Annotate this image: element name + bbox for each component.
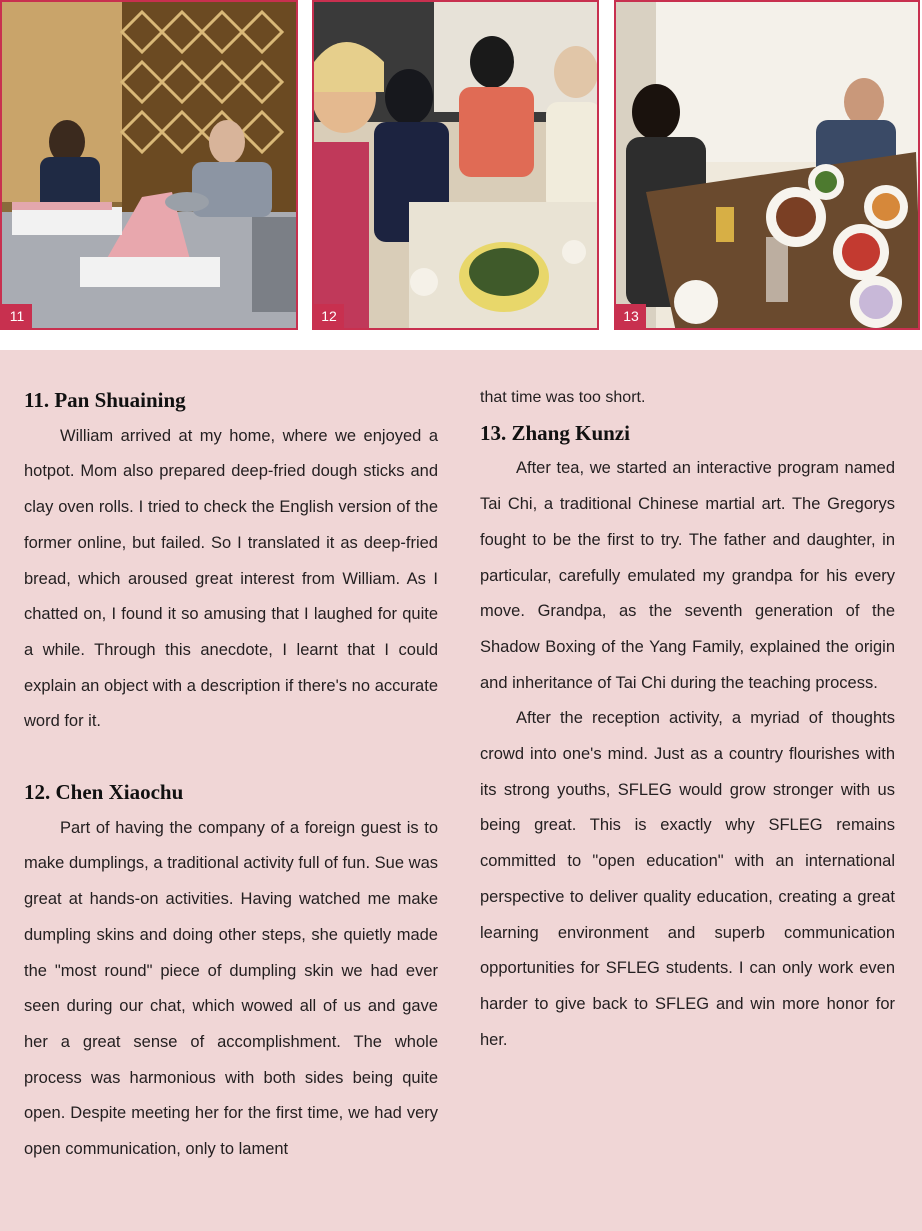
- section-12-title: 12. Chen Xiaochu: [24, 780, 184, 805]
- photo-dining-table: [614, 0, 920, 330]
- left-column: [24, 383, 438, 1168]
- section-13-paragraph-2: After the reception activity, a myriad of thoughts crowd into one's mind. Just as a country flourishes with its strong youths, SFLEG would grow stronger with us being great. This is exactly why SFLEG remains committed to "open education" with an international perspective to deliver quality education, creating a great learning environment and superb communication opportunities for SFLEG students. I can only work even harder to give back to SFLEG and win more honor for her.: [480, 709, 895, 1049]
- photo-strip: [0, 0, 922, 342]
- hotpot-scene-illustration: [2, 2, 298, 330]
- section-13-paragraph-1: After tea, we started an interactive program named Tai Chi, a traditional Chinese martial art. The Gregorys fought to be the first to try. The father and daughter, in particular, carefully emulated my grandpa for his every move. Grandpa, as the seventh generation of the Shadow Boxing of the Yang Family, explained the origin and inheritance of Tai Chi during the teaching process.: [480, 459, 895, 692]
- photo-number-badge: 11: [2, 304, 32, 328]
- dining-scene-illustration: [616, 2, 920, 330]
- photo-number-badge: 13: [616, 304, 646, 328]
- section-13-title: 13. Zhang Kunzi: [480, 420, 630, 445]
- section-11-title: 11. Pan Shuaining: [24, 388, 186, 412]
- dumpling-scene-illustration: [314, 2, 599, 330]
- photo-hotpot-dinner: [0, 0, 298, 330]
- photo-number-badge: 12: [314, 304, 344, 328]
- section-11-paragraph: William arrived at my home, where we enjoyed a hotpot. Mom also prepared deep-fried dough sticks and clay oven rolls. I tried to check the English version of the former online, but failed. So I translated it as deep-fried bread, which aroused great interest from William. As I chatted on, I found it so amusing that I laughed for quite a while. Through this anecdote, I learnt that I could explain an object with a description if there's no accurate word for it.: [24, 426, 438, 731]
- section-12-paragraph-continued: that time was too short.: [480, 389, 646, 406]
- section-12-paragraph: Part of having the company of a foreign guest is to make dumplings, a traditional activity full of fun. Sue was great at hands-on activities. Having watched me make dumpling skins and doing other steps, she quietly made the "most round" piece of dumpling skin we had ever seen during our chat, which wowed all of us and gave her a great sense of accomplishment. The whole process was harmonious with both sides being quite open. Despite meeting her for the first time, we had very open communication, only to lament: [24, 818, 438, 1159]
- right-column: [480, 380, 895, 1058]
- article-text-panel: [0, 350, 922, 1231]
- photo-dumpling-making: [312, 0, 599, 330]
